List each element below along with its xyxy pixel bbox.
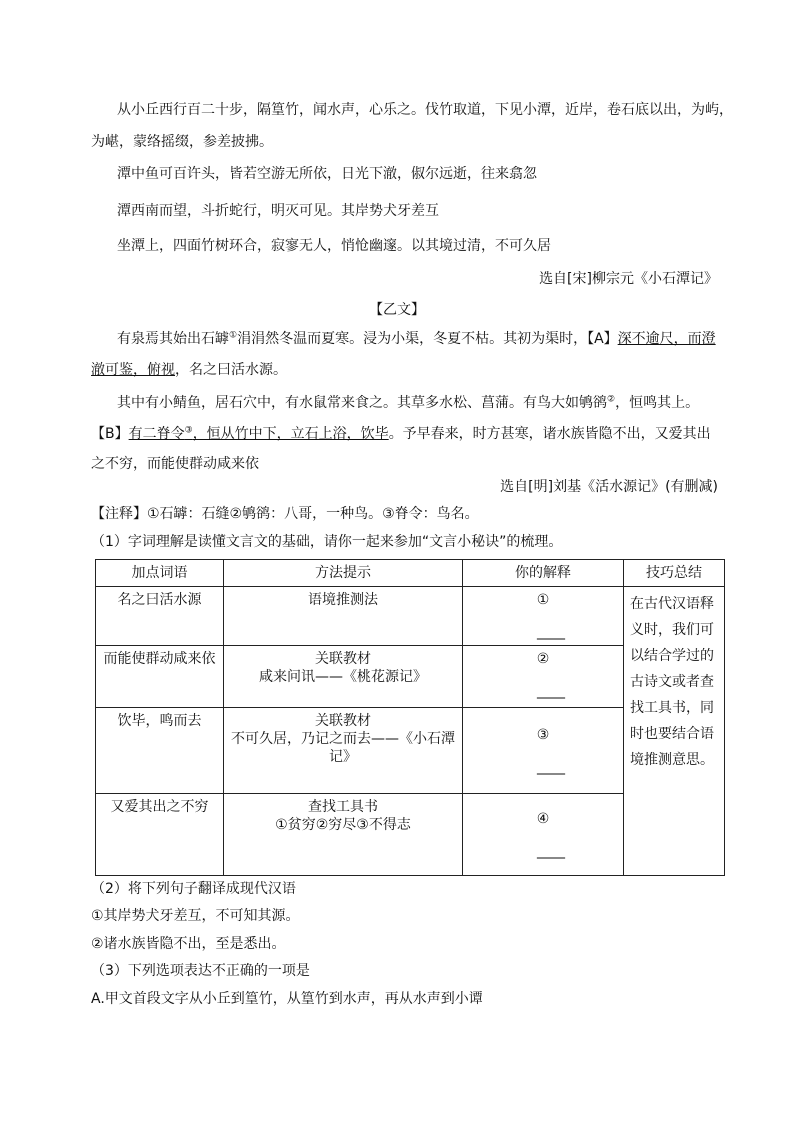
answer-number: ④ [536, 810, 550, 827]
answer-cell[interactable] [463, 587, 624, 646]
method-cell [224, 646, 463, 708]
yi-paragraph-1-line-1 [117, 330, 716, 348]
answer-number: ① [536, 592, 550, 608]
summary-cell: 在古代汉语释义时，我们可以结合学过的古诗文或者查找工具书，同时也要结合语境推测意思。 [624, 587, 725, 876]
underlined-sentence-b-part-1: 有二脊令 [128, 426, 185, 442]
yi-paragraph-3-line-1 [91, 425, 711, 443]
method-line: 关联教材 [315, 713, 371, 729]
answer-blank[interactable]: ____ [537, 842, 565, 859]
annotations: 【注释】①石罅：石缝②鸲鹆：八哥，一种鸟。③脊令：鸟名。 [91, 506, 479, 522]
jia-paragraph-4: 坐潭上，四面竹树环合，寂寥无人，悄怆幽邃。以其境过清，不可久居 [117, 238, 551, 254]
header-cell-answer: 你的解释 [463, 560, 624, 587]
question-2-sentence-1: ①其岸势犬牙差互，不可知其源。 [91, 908, 300, 924]
underlined-sentence-b [129, 426, 389, 442]
answer-cell[interactable] [463, 794, 624, 876]
word-cell: 名之曰活水源 [96, 587, 224, 646]
answer-number: ② [536, 651, 550, 667]
jia-paragraph-1-line-1: 从小丘西行百二十步，隔篁竹，闻水声，心乐之。伐竹取道，下见小潭，近岸，卷石底以出，为屿， [117, 102, 733, 118]
underlined-sentence-b-part-2: ，恒从竹中下，立石上浴，饮毕 [192, 426, 389, 442]
jia-source: 选自[宋]柳宗元《小石潭记》 [539, 271, 718, 287]
method-cell [224, 587, 463, 646]
answer-blank[interactable]: ____ [537, 624, 565, 640]
method-cell [224, 794, 463, 876]
header-cell-word: 加点词语 [96, 560, 224, 587]
yi-p1-text-b: 涓涓然冬温而夏寒。浸为小渠，冬夏不枯。其初为渠时， [237, 331, 588, 347]
jia-paragraph-1-line-2: 为嵁，蒙络摇缀，参差披拂。 [91, 134, 273, 150]
table-row [96, 587, 725, 646]
answer-blank[interactable]: ____ [537, 683, 565, 699]
question-1-prompt: （1）字词理解是读懂文言文的基础，请你一起来参加“文言小秘诀”的梳理。 [91, 534, 563, 550]
marker-b: 【B】 [91, 426, 129, 442]
question-3-option-a: A.甲文首段文字从小丘到篁竹，从篁竹到水声，再从水声到小谭 [91, 991, 483, 1007]
yi-p1-text-a: 有泉焉其始出石罅 [117, 331, 229, 347]
yi-heading: 【乙文】 [369, 302, 425, 318]
word-cell: 又爱其出之不穷 [96, 794, 224, 876]
yi-source: 选自[明]刘基《活水源记》(有删减) [500, 479, 718, 495]
yi-paragraph-3-line-2: 之不穷，而能使群动咸来依 [91, 456, 259, 472]
method-line: 不可久居，乃记之而去——《小石潭 [231, 731, 455, 747]
header-cell-summary: 技巧总结 [624, 560, 725, 587]
word-cell: 饮毕，鸣而去 [96, 708, 224, 794]
method-line: 记》 [329, 749, 357, 765]
jia-paragraph-3: 潭西南而望，斗折蛇行，明灭可见。其岸势犬牙差互 [117, 203, 439, 219]
marker-a: 【A】 [587, 331, 618, 347]
yi-p3-text-b: 。予早春来，时方甚寒，诸水族皆隐不出，又爱其出 [388, 426, 711, 442]
word-cell: 而能使群动咸来依 [96, 646, 224, 708]
vocabulary-table [95, 559, 725, 876]
yi-p2-text-b: ，恒鸣其上。 [615, 395, 700, 411]
question-3-prompt: （3）下列选项表达不正确的一项是 [91, 963, 310, 979]
note-ref-3: ③ [184, 425, 193, 436]
answer-number: ③ [536, 726, 550, 743]
method-line: ①贫穷②穷尽③不得志 [275, 817, 411, 833]
underlined-sentence-a-part-2: 澈可鉴，俯视 [91, 362, 175, 378]
yi-p2-text-a: 其中有小鲭鱼，居石穴中，有水鼠常来食之。其草多水松、菖蒲。有鸟大如鸲鹆 [117, 395, 607, 411]
question-2-prompt: （2）将下列句子翻译成现代汉语 [91, 881, 296, 897]
table-header-row [96, 560, 725, 587]
yi-paragraph-1-line-2 [91, 361, 287, 379]
question-2-sentence-2: ②诸水族皆隐不出，至是悉出。 [91, 936, 286, 952]
method-line: 查找工具书 [308, 799, 378, 815]
jia-paragraph-2: 潭中鱼可百许头，皆若空游无所依，日光下澈，俶尔远逝，往来翕忽 [117, 166, 537, 182]
note-ref-2: ② [607, 394, 616, 405]
header-cell-method: 方法提示 [224, 560, 463, 587]
method-line: 语境推测法 [308, 592, 378, 608]
method-line: 咸来问讯——《桃花源记》 [259, 669, 427, 685]
method-cell [224, 708, 463, 794]
yi-paragraph-2 [117, 394, 699, 412]
yi-p1-text-c: ，名之曰活水源。 [175, 362, 287, 378]
method-line: 关联教材 [315, 651, 371, 667]
note-ref-1: ① [229, 330, 238, 341]
underlined-sentence-a-part-1: 深不逾尺，而澄 [617, 331, 716, 347]
answer-cell[interactable] [463, 708, 624, 794]
answer-blank[interactable]: ____ [537, 758, 565, 775]
answer-cell[interactable] [463, 646, 624, 708]
